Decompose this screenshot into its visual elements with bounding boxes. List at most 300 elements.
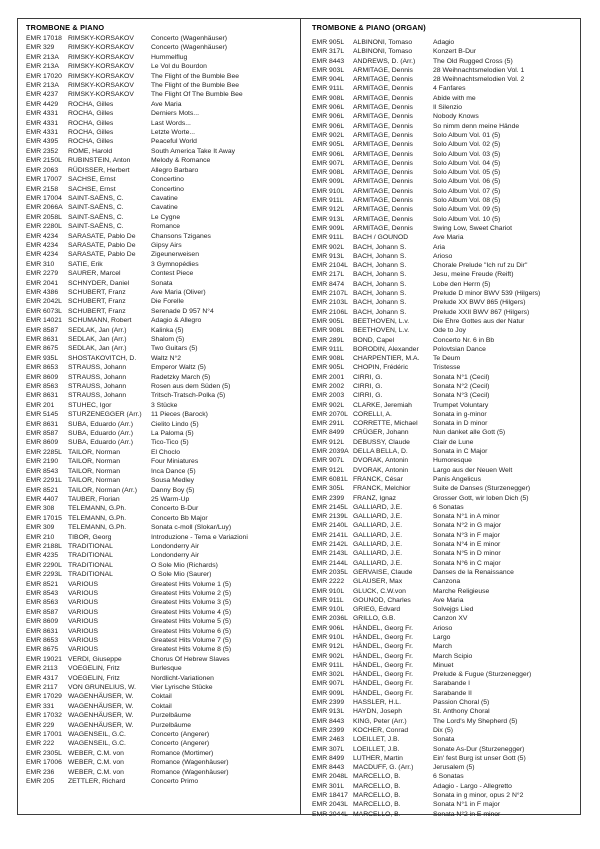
composer-name: TRADITIONAL (68, 552, 113, 560)
piece-title: Konzert B-Dur (433, 48, 477, 56)
composer-name: RUBINSTEIN, Anton (68, 157, 131, 165)
composer-name: SEDLAK, Jan (Arr.) (68, 345, 127, 353)
catalog-number: EMR 903L (312, 66, 345, 74)
piece-title: Sonata N°2 in E minor (433, 810, 501, 818)
piece-title: Tico-Tico (5) (151, 439, 189, 447)
catalog-number: EMR 2142L (312, 541, 348, 549)
catalog-number: EMR 912L (312, 206, 345, 214)
catalog-row (312, 354, 580, 363)
piece-title: Concertino (151, 176, 184, 184)
catalog-number: EMR 213A (26, 63, 59, 71)
catalog-number: EMR 317L (312, 48, 345, 56)
catalog-number: EMR 906L (312, 104, 345, 112)
composer-name: RÜDISSER, Herbert (68, 166, 130, 174)
composer-name: CRÜGER, Johann (353, 429, 409, 437)
catalog-number: EMR 2291L (26, 477, 62, 485)
piece-title: Sonata c-moll (Slokar/Luy) (151, 524, 232, 532)
composer-name: ZETTLER, Richard (68, 778, 126, 786)
catalog-number: EMR 907L (312, 457, 345, 465)
composer-name: BACH, Johann S. (353, 308, 407, 316)
piece-title: Solo Album Vol. 01 (5) (433, 131, 501, 139)
catalog-row (312, 447, 580, 456)
composer-name: HÄNDEL, Georg Fr. (353, 634, 414, 641)
catalog-number: EMR 910L (312, 634, 345, 641)
catalog-row (312, 131, 580, 140)
composer-name: SARASATE, Pablo De (68, 241, 136, 249)
piece-title: Tritsch-Tratsch-Polka (5) (151, 392, 226, 400)
catalog-number: EMR 8653 (26, 637, 59, 644)
piece-title: Canzona (433, 578, 461, 586)
catalog-number: EMR 8587 (26, 326, 59, 334)
composer-name: GRIEG, Edvard (353, 606, 401, 614)
catalog-number: EMR 2003 (312, 392, 345, 400)
catalog-number: EMR 2058L (26, 213, 62, 221)
catalog-row (312, 456, 580, 465)
composer-name: GLAUSER, Max (353, 578, 403, 586)
piece-title: Cielito Lindo (5) (151, 420, 199, 428)
composer-name: ARMITAGE, Dennis (353, 104, 413, 112)
piece-title: Sonata N°3 (Cecil) (433, 392, 490, 400)
catalog-number: EMR 913L (312, 708, 345, 716)
catalog-row (312, 503, 580, 512)
piece-title: Sonata (151, 279, 173, 287)
composer-name: SAURER, Marcel (68, 270, 121, 278)
composer-name: ARMITAGE, Dennis (353, 197, 413, 205)
catalog-row (26, 128, 300, 137)
catalog-number: EMR 910L (312, 587, 345, 595)
catalog-number: EMR 2002 (312, 382, 345, 390)
piece-title: Jerusalem (5) (433, 764, 475, 772)
catalog-number: EMR 906L (312, 150, 345, 158)
composer-name: ARMITAGE, Dennis (353, 150, 413, 158)
catalog-number: EMR 911L (312, 661, 344, 669)
catalog-number: EMR 291L (312, 420, 345, 428)
piece-title: Purzelbäume (151, 721, 192, 729)
composer-name: SAINT-SAËNS, C. (68, 204, 124, 212)
catalog-number: EMR 217L (312, 271, 345, 279)
catalog-number: EMR 229 (26, 721, 55, 729)
piece-title: Sonata in g-minor (433, 410, 487, 418)
catalog-row (26, 486, 300, 495)
catalog-number: EMR 8631 (26, 392, 59, 400)
piece-title: Solo Album Vol. 07 (5) (433, 187, 501, 195)
section-trombone-piano (18, 19, 300, 814)
composer-name: SATIE, Erik (68, 260, 103, 268)
catalog-row (26, 617, 300, 626)
piece-title: Ave Maria (433, 596, 464, 604)
catalog-row (312, 270, 580, 279)
composer-name: TRADITIONAL (68, 571, 113, 579)
composer-name: RIMSKY-KORSAKOV (68, 35, 134, 42)
catalog-number: EMR 2103L (312, 299, 348, 307)
catalog-number: EMR 14021 (26, 317, 62, 325)
piece-title: Adagio (433, 39, 455, 46)
piece-title: Greatest Hits Volume 2 (5) (151, 589, 232, 597)
catalog-row (312, 745, 580, 754)
piece-title: Ave Maria (Oliver) (151, 288, 206, 296)
composer-name: ARMITAGE, Dennis (353, 122, 413, 130)
catalog-row (26, 768, 300, 777)
catalog-number: EMR 8587 (26, 608, 59, 616)
piece-title: Greatest Hits Volume 8 (5) (151, 646, 232, 654)
catalog-number: EMR 8543 (26, 467, 59, 475)
composer-name: BACH / GOUNOD (353, 234, 409, 242)
catalog-row (312, 698, 580, 707)
catalog-row (312, 549, 580, 558)
piece-title: Die Forelle (151, 298, 184, 306)
catalog-number: EMR 910L (312, 606, 345, 614)
catalog-row (312, 772, 580, 781)
catalog-row (26, 119, 300, 128)
piece-title: Romance (Wagenhäuser) (151, 759, 229, 767)
catalog-row (26, 702, 300, 711)
catalog-row (312, 243, 580, 252)
catalog-number: EMR 2044L (312, 810, 348, 818)
catalog-row (26, 523, 300, 532)
piece-title: Greatest Hits Volume 6 (5) (151, 627, 232, 635)
composer-name: WEBER, C.M. von (68, 749, 124, 757)
catalog-row (312, 345, 580, 354)
composer-name: DVORAK, Antonin (353, 466, 409, 474)
catalog-row (26, 34, 300, 43)
catalog-row (312, 410, 580, 419)
piece-title: Sonata N°2 (Cecil) (433, 382, 490, 390)
catalog-number: EMR 5145 (26, 411, 59, 419)
composer-name: ARMITAGE, Dennis (353, 94, 413, 102)
piece-title: Dix (5) (433, 726, 454, 734)
piece-title: Danny Boy (5) (151, 486, 195, 494)
catalog-row (312, 336, 580, 345)
catalog-row (26, 241, 300, 250)
catalog-row (312, 679, 580, 688)
piece-title: Cavatine (151, 194, 178, 202)
catalog-row (312, 57, 580, 66)
catalog-row (26, 279, 300, 288)
piece-title: Shalom (5) (151, 336, 185, 343)
piece-title: Minuet (433, 661, 454, 669)
composer-name: ARMITAGE, Dennis (353, 159, 413, 167)
piece-title: Concerto (Angerer) (151, 740, 210, 748)
catalog-number: EMR 2285L (26, 448, 62, 456)
composer-name: SUBA, Eduardo (Arr.) (68, 439, 133, 447)
piece-title: Serenade D 957 N°4 (151, 307, 214, 315)
catalog-number: EMR 4407 (26, 495, 59, 503)
piece-title: Zigeunerweisen (151, 251, 199, 259)
catalog-row (26, 758, 300, 767)
catalog-row (312, 763, 580, 772)
composer-name: BACH, Johann S. (353, 299, 407, 307)
catalog-row (312, 540, 580, 549)
piece-title: Prelude XXII BWV 867 (Hilgers) (433, 308, 530, 316)
composer-name: TELEMANN, G.Ph. (68, 505, 127, 513)
catalog-row (312, 605, 580, 614)
catalog-number: EMR 17020 (26, 72, 62, 80)
piece-title: 6 Sonatas (433, 773, 464, 781)
catalog-row (312, 810, 580, 819)
catalog-row (26, 53, 300, 62)
piece-title: Solo Album Vol. 03 (5) (433, 150, 501, 158)
piece-title: Die Ehre Gottes aus der Natur (433, 317, 525, 325)
catalog-row (312, 642, 580, 651)
catalog-row (312, 38, 580, 47)
catalog-number: EMR 2041 (26, 279, 59, 287)
catalog-number: EMR 8543 (26, 589, 59, 597)
catalog-row (26, 335, 300, 344)
catalog-row (312, 521, 580, 530)
composer-name: HÄNDEL, Georg Fr. (353, 661, 414, 669)
piece-title: Grosser Gott, wir loben Dich (5) (433, 494, 529, 502)
composer-name: DVORAK, Antonin (353, 457, 409, 465)
catalog-row (26, 608, 300, 617)
catalog-row (26, 222, 300, 231)
catalog-number: EMR 2117 (26, 684, 58, 692)
catalog-row (26, 156, 300, 165)
catalog-row (312, 112, 580, 121)
composer-name: WEBER, C.M. von (68, 768, 124, 776)
composer-name: VARIOUS (68, 646, 99, 654)
piece-title: Sonata in D minor (433, 420, 488, 428)
catalog-row (26, 598, 300, 607)
catalog-row (312, 177, 580, 186)
piece-title: Solo Album Vol. 10 (5) (433, 215, 501, 223)
piece-title: Adagio - Largo - Allegretto (433, 782, 512, 790)
composer-name: GALLIARD, J.E. (353, 550, 403, 558)
composer-name: VERDI, Giuseppe (68, 655, 122, 663)
piece-title: Introduzione - Tema e Variazioni (151, 533, 248, 541)
catalog-number: EMR 289L (312, 336, 345, 344)
piece-title: La Paloma (5) (151, 430, 194, 438)
catalog-row (312, 373, 580, 382)
catalog-row (312, 800, 580, 809)
composer-name: HASSLER, H.L. (353, 699, 401, 707)
catalog-number: EMR 905L (312, 364, 345, 372)
catalog-number: EMR 8499 (312, 754, 345, 762)
catalog-row (312, 614, 580, 623)
catalog-row (312, 512, 580, 521)
catalog-row (312, 791, 580, 800)
composer-name: TIBOR, Georg (68, 533, 112, 541)
composer-name: ARMITAGE, Dennis (353, 141, 413, 149)
piece-title: 11 Pieces (Barock) (151, 411, 208, 419)
catalog-number: EMR 8521 (26, 486, 59, 494)
composer-name: ROCHA, Gilles (68, 100, 114, 108)
catalog-number: EMR 935L (26, 354, 59, 362)
composer-name: CHARPENTIER, M.A. (353, 355, 420, 363)
composer-name: STRAUSS, Johann (68, 383, 127, 391)
catalog-number: EMR 2070L (312, 410, 348, 418)
catalog-number: EMR 912L (312, 466, 345, 474)
catalog-row (26, 43, 300, 52)
composer-name: SACHSE, Ernst (68, 185, 116, 193)
catalog-number: EMR 4235 (26, 552, 59, 560)
catalog-row (312, 531, 580, 540)
catalog-number: EMR 4237 (26, 91, 59, 99)
composer-name: CIRRI, G. (353, 392, 383, 400)
catalog-row (26, 166, 300, 175)
catalog-number: EMR 905L (312, 317, 345, 325)
piece-title: Londonderry Air (151, 552, 199, 560)
catalog-number: EMR 2399 (312, 494, 345, 502)
catalog-row (26, 185, 300, 194)
catalog-row (26, 664, 300, 673)
piece-title: Londonderry Air (151, 542, 199, 550)
piece-title: Greatest Hits Volume 1 (5) (151, 580, 232, 588)
composer-name: SCHUBERT, Franz (68, 307, 126, 315)
catalog-row (312, 438, 580, 447)
piece-title: Burlesque (151, 665, 182, 673)
catalog-row (26, 749, 300, 758)
composer-name: STRAUSS, Johann (68, 373, 127, 381)
catalog-number: EMR 6073L (26, 307, 62, 315)
catalog-row (312, 689, 580, 698)
catalog-row (26, 391, 300, 400)
composer-name: DEBUSSY, Claude (353, 438, 410, 446)
composer-name: ARMITAGE, Dennis (353, 224, 413, 232)
piece-title: Ein' fest Burg ist unser Gott (5) (433, 754, 526, 762)
composer-name: ARMITAGE, Dennis (353, 113, 413, 121)
catalog-number: EMR 17004 (26, 194, 62, 202)
catalog-number: EMR 907L (312, 680, 345, 688)
composer-name: ROCHA, Gilles (68, 129, 114, 137)
catalog-row (312, 652, 580, 661)
composer-name: CIRRI, G. (353, 373, 383, 381)
catalog-number: EMR 4331 (26, 129, 59, 137)
catalog-row (26, 438, 300, 447)
catalog-row (26, 495, 300, 504)
catalog-row (312, 168, 580, 177)
composer-name: SARASATE, Pablo De (68, 232, 136, 240)
piece-title: Ave Maria (151, 100, 182, 108)
catalog-number: EMR 6081L (312, 475, 348, 483)
composer-name: ARMITAGE, Dennis (353, 187, 413, 195)
catalog-row (26, 175, 300, 184)
catalog-number: EMR 17015 (26, 514, 62, 522)
composer-name: GERVAISE, Claude (353, 568, 413, 576)
catalog-number: EMR 8474 (312, 280, 345, 288)
piece-title: 28 Weihnachtsmelodien Vol. 2 (433, 76, 525, 84)
piece-title: Lobe den Herrn (5) (433, 280, 491, 288)
composer-name: BORODIN, Alexander (353, 345, 419, 353)
composer-name: TAILOR, Norman (68, 458, 120, 466)
catalog-number: EMR 4234 (26, 241, 59, 249)
piece-title: Cavatine (151, 204, 178, 212)
catalog-number: EMR 2222 (312, 578, 345, 586)
catalog-row (312, 401, 580, 410)
piece-title: Greatest Hits Volume 3 (5) (151, 599, 232, 607)
catalog-row (312, 261, 580, 270)
catalog-number: EMR 2107L (312, 290, 348, 298)
catalog-number: EMR 904L (312, 76, 345, 84)
piece-title: Nun danket alle Gott (5) (433, 429, 506, 437)
composer-name: ANDREWS, D. (Arr.) (353, 57, 416, 65)
catalog-number: EMR 912L (312, 643, 345, 651)
piece-title: Chorale Prelude "Ich ruf zu Dir" (433, 262, 528, 270)
catalog-number: EMR 909L (312, 178, 345, 186)
piece-title: Allegro Barbaro (151, 166, 199, 174)
composer-name: MARCELLO, B. (353, 782, 401, 790)
piece-title: Sousa Medley (151, 477, 195, 485)
catalog-row (26, 316, 300, 325)
catalog-number: EMR 213A (26, 53, 59, 61)
piece-title: March (433, 643, 452, 651)
catalog-row (312, 391, 580, 400)
composer-name: SCHUMANN, Robert (68, 317, 132, 325)
piece-title: Solo Album Vol. 09 (5) (433, 206, 501, 214)
catalog-row (312, 735, 580, 744)
composer-name: ARMITAGE, Dennis (353, 76, 413, 84)
catalog-number: EMR 2035L (312, 568, 348, 576)
catalog-number: EMR 913L (312, 252, 345, 260)
composer-name: TAILOR, Norman (68, 448, 120, 456)
catalog-number: EMR 2141L (312, 531, 348, 539)
catalog-row (26, 401, 300, 410)
catalog-row (312, 289, 580, 298)
catalog-number: EMR 305L (312, 485, 345, 493)
catalog-number: EMR 902L (312, 652, 345, 660)
composer-name: TAILOR, Norman (Arr.) (68, 486, 137, 494)
catalog-number: EMR 4317 (26, 674, 59, 682)
catalog-row (26, 363, 300, 372)
composer-name: BACH, Johann S. (353, 271, 407, 279)
catalog-number: EMR 908L (312, 169, 345, 177)
catalog-row (26, 683, 300, 692)
catalog-row (26, 420, 300, 429)
piece-title: Solvejgs Lied (433, 606, 474, 614)
catalog-row (26, 137, 300, 146)
composer-name: WAGENSEIL, G.C. (68, 740, 126, 748)
piece-title: Kalinka (5) (151, 326, 184, 334)
composer-name: WAGENHÄUSER, W. (68, 693, 134, 701)
catalog-row (26, 551, 300, 560)
composer-name: STUHEC, Igor (68, 401, 112, 409)
piece-title: Radetzky March (5) (151, 373, 211, 381)
piece-title: Le Vol du Bourdon (151, 63, 207, 71)
piece-title: Aria (433, 243, 446, 251)
catalog-number: EMR 909L (312, 689, 345, 697)
catalog-number: EMR 2158 (26, 185, 59, 193)
catalog-row (26, 514, 300, 523)
catalog-number: EMR 2150L (26, 157, 62, 165)
catalog-row (26, 711, 300, 720)
catalog-number: EMR 17001 (26, 731, 62, 739)
catalog-row (26, 542, 300, 551)
catalog-row (26, 100, 300, 109)
composer-name: BEETHOVEN, L.v. (353, 327, 410, 335)
piece-title: Chorus Of Hebrew Slaves (151, 655, 230, 663)
catalog-number: EMR 17006 (26, 759, 62, 767)
catalog-number: EMR 8443 (312, 57, 345, 65)
composer-name: HÄNDEL, Georg Fr. (353, 624, 414, 632)
catalog-row (26, 90, 300, 99)
catalog-number: EMR 913L (312, 215, 345, 223)
composer-name: FRANZ, Ignaz (353, 494, 397, 502)
composer-name: VARIOUS (68, 627, 99, 635)
catalog-row (26, 721, 300, 730)
composer-name: GALLIARD, J.E. (353, 522, 403, 530)
catalog-row (26, 730, 300, 739)
composer-name: GOUNOD, Charles (353, 596, 411, 604)
composer-name: HÄNDEL, Georg Fr. (353, 652, 414, 660)
catalog-number: EMR 2140L (312, 522, 348, 530)
composer-name: CHOPIN, Frédéric (353, 364, 409, 372)
piece-title: Concerto Nr. 6 in Bb (433, 336, 495, 344)
catalog-number: EMR 8563 (26, 383, 59, 391)
catalog-number: EMR 18417 (312, 792, 348, 800)
composer-name: LOEILLET, J.B. (353, 736, 400, 744)
catalog-row (312, 326, 580, 335)
composer-name: HÄNDEL, Georg Fr. (353, 671, 414, 679)
composer-name: SUBA, Eduardo (Arr.) (68, 420, 133, 428)
